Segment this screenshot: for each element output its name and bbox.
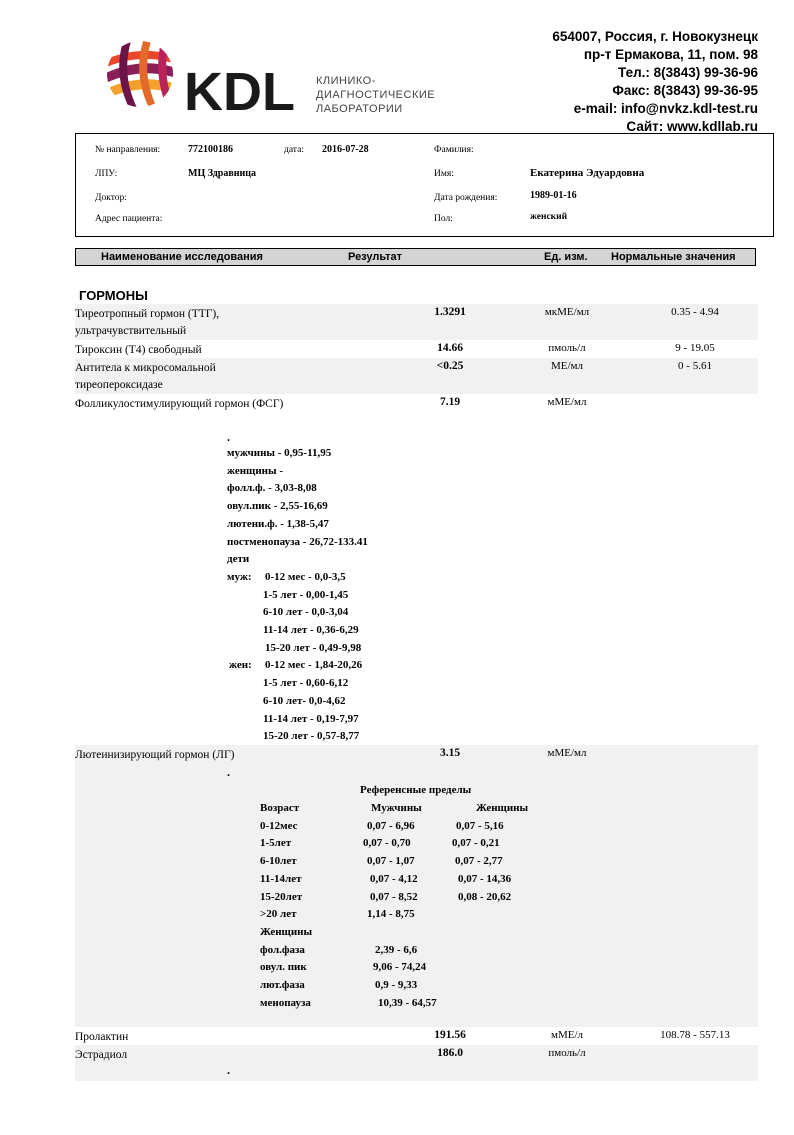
ref-line: 0-12 мес - 1,84-20,26 [265, 659, 363, 672]
dot-marker: . [227, 1063, 230, 1077]
test-name: Тиреотропный гормон (ТТГ), ультрачувствительный [75, 308, 220, 337]
test-name: Эстрадиол [75, 1049, 128, 1061]
birth-label: Дата рождения: [434, 193, 498, 203]
test-result: 186.0 [437, 1047, 463, 1059]
test-unit: мМЕ/мл [547, 396, 587, 408]
lh-female: 0,07 - 5,16 [456, 819, 504, 832]
lh-phase: менопауза [260, 996, 311, 1009]
test-name: Антитела к микросомальной тиреопероксидазе [75, 362, 216, 391]
lh-col-age: Возраст [260, 802, 300, 814]
address-line: 654007, Россия, г. Новокузнецк [552, 29, 758, 44]
referral-date: 2016-07-28 [322, 144, 369, 155]
logo-subtitle-line: КЛИНИКО- [316, 75, 376, 87]
lh-female: 0,07 - 0,21 [452, 837, 500, 850]
lpu-label: ЛПУ: [95, 169, 118, 179]
lh-phase: фол.фаза [260, 943, 305, 956]
ref-line: фолл.ф. - 3,03-8,08 [227, 482, 317, 495]
ref-line: 6-10 лет- 0,0-4,62 [263, 694, 346, 707]
table-row [75, 340, 758, 358]
ref-line: 1-5 лет - 0,60-6,12 [263, 677, 349, 690]
ref-line: 6-10 лет - 0,0-3,04 [263, 606, 349, 619]
test-unit: мМЕ/л [550, 1029, 583, 1041]
date-label: дата: [284, 145, 304, 155]
test-unit: пмоль/л [548, 342, 586, 354]
birth-date: 1989-01-16 [530, 190, 577, 201]
logo-subtitle [316, 74, 435, 116]
address-label: Адрес пациента: [95, 214, 163, 224]
email-link[interactable]: e-mail: info@nvkz.kdl-test.ru [573, 101, 758, 116]
lh-phase-value: 9,06 - 74,24 [373, 961, 427, 974]
lh-col-female: Женщины [476, 802, 529, 814]
kdl-logo [104, 38, 434, 128]
fsh-female-block [227, 657, 368, 746]
section-title: ГОРМОНЫ [79, 288, 148, 303]
male-label: муж: [227, 570, 252, 583]
logo-subtitle-line: ДИАГНОСТИЧЕСКИЕ [316, 89, 436, 101]
lh-male: 0,07 - 6,96 [367, 819, 415, 832]
ref-line: овул.пик - 2,55-16,69 [227, 500, 328, 513]
lh-col-male: Мужчины [371, 802, 422, 814]
ref-line: мужчины - 0,95-11,95 [227, 447, 332, 459]
lh-women-label: Женщины [260, 925, 313, 938]
patient-info-box [75, 133, 774, 237]
ref-line: 15-20 лет - 0,57-8,77 [263, 730, 360, 743]
website-link[interactable]: Сайт: www.kdllab.ru [626, 119, 758, 134]
doctor-label: Доктор: [95, 193, 127, 203]
ref-line: 11-14 лет - 0,19-7,97 [263, 712, 359, 725]
col-norm-header: Нормальные значения [611, 251, 736, 263]
ref-line: 0-12 мес - 0,0-3,5 [265, 570, 346, 583]
ref-line: постменопауза - 26,72-133.41 [227, 535, 368, 548]
test-unit: мкМЕ/мл [544, 306, 590, 318]
female-label: жен: [229, 659, 252, 672]
test-result: 14.66 [437, 342, 463, 354]
test-norm: 9 - 19.05 [675, 342, 715, 354]
phone-line: Тел.: 8(3843) 99-36-96 [618, 65, 758, 80]
test-result: 1.3291 [434, 306, 466, 318]
lh-age: 11-14лет [260, 872, 302, 885]
lh-phase: овул. пик [260, 961, 307, 974]
sex-value: женский [530, 212, 568, 222]
patient-name: Екатерина Эдуардовна [530, 167, 645, 179]
dot-marker: . [227, 765, 230, 779]
lh-age: 6-10лет [260, 855, 297, 868]
test-result: 191.56 [434, 1029, 466, 1041]
lh-male: 0,07 - 1,07 [367, 855, 415, 868]
lh-male: 0,07 - 0,70 [363, 837, 411, 850]
surname-label: Фамилия: [434, 145, 474, 155]
lh-phase-value: 2,39 - 6,6 [375, 943, 418, 956]
lh-male: 1,14 - 8,75 [367, 908, 415, 921]
ref-line: 1-5 лет - 0,00-1,45 [263, 588, 349, 601]
table-row [75, 745, 758, 1027]
lh-female: 0,07 - 2,77 [455, 855, 503, 868]
lh-age: 0-12мес [260, 819, 298, 832]
test-name: Пролактин [75, 1031, 129, 1043]
ref-line: 11-14 лет - 0,36-6,29 [263, 624, 359, 637]
table-row [75, 304, 758, 340]
ref-line: дети [227, 553, 250, 566]
test-name: Тироксин (Т4) свободный [75, 344, 202, 356]
test-norm: 108.78 - 557.13 [660, 1029, 730, 1041]
table-row [75, 1027, 758, 1045]
lh-phase-value: 10,39 - 64,57 [378, 996, 437, 1009]
logo-text: KDL [184, 62, 295, 122]
test-norm: 0 - 5.61 [678, 360, 712, 372]
lh-age: 15-20лет [260, 890, 303, 903]
col-unit-header: Ед. изм. [544, 251, 588, 263]
test-name: Фолликулостимулирующий гормон (ФСГ) [75, 398, 284, 410]
col-result-header: Результат [348, 251, 403, 263]
table-row [75, 394, 758, 744]
lh-male: 0,07 - 4,12 [370, 872, 418, 885]
lh-female: 0,08 - 20,62 [458, 890, 512, 903]
address-line: пр-т Ермакова, 11, пом. 98 [583, 47, 758, 62]
name-label: Имя: [434, 169, 454, 179]
test-unit: мМЕ/мл [547, 747, 587, 759]
col-name-header: Наименование исследования [101, 251, 263, 263]
logo-subtitle-line: ЛАБОРАТОРИИ [316, 103, 403, 115]
ref-line: 15-20 лет - 0,49-9,98 [265, 641, 362, 654]
test-result: <0.25 [436, 360, 464, 372]
table-row [75, 1045, 758, 1081]
lh-phase-value: 0,9 - 9,33 [375, 979, 418, 991]
dot-marker: . [227, 430, 230, 444]
lh-male: 0,07 - 8,52 [370, 890, 418, 903]
lh-female: 0,07 - 14,36 [458, 872, 512, 885]
fax-line: Факс: 8(3843) 99-36-95 [612, 83, 758, 98]
lpu-value: МЦ Здравница [188, 168, 257, 179]
results-table-header [75, 248, 756, 266]
test-unit: пмоль/л [548, 1047, 586, 1059]
test-unit: МЕ/мл [550, 360, 583, 372]
ref-line: женщины - [227, 464, 284, 477]
fsh-male-block [227, 569, 368, 658]
fsh-reference [227, 430, 368, 746]
test-result: 3.15 [439, 747, 461, 759]
lh-ref-title: Референсные пределы [360, 784, 472, 796]
lh-age: 1-5лет [260, 837, 292, 850]
referral-label: № направления: [95, 145, 161, 155]
referral-number: 772100186 [188, 144, 233, 155]
test-result: 7.19 [439, 396, 461, 408]
lh-age: >20 лет [260, 908, 297, 921]
test-norm: 0.35 - 4.94 [671, 306, 719, 318]
ref-line: лютени.ф. - 1,38-5,47 [227, 517, 329, 530]
table-row [75, 358, 758, 394]
test-name: Лютеинизирующий гормон (ЛГ) [75, 749, 235, 761]
lh-phase: лют.фаза [260, 979, 305, 991]
lab-contacts [552, 28, 758, 136]
sex-label: Пол: [434, 214, 453, 224]
